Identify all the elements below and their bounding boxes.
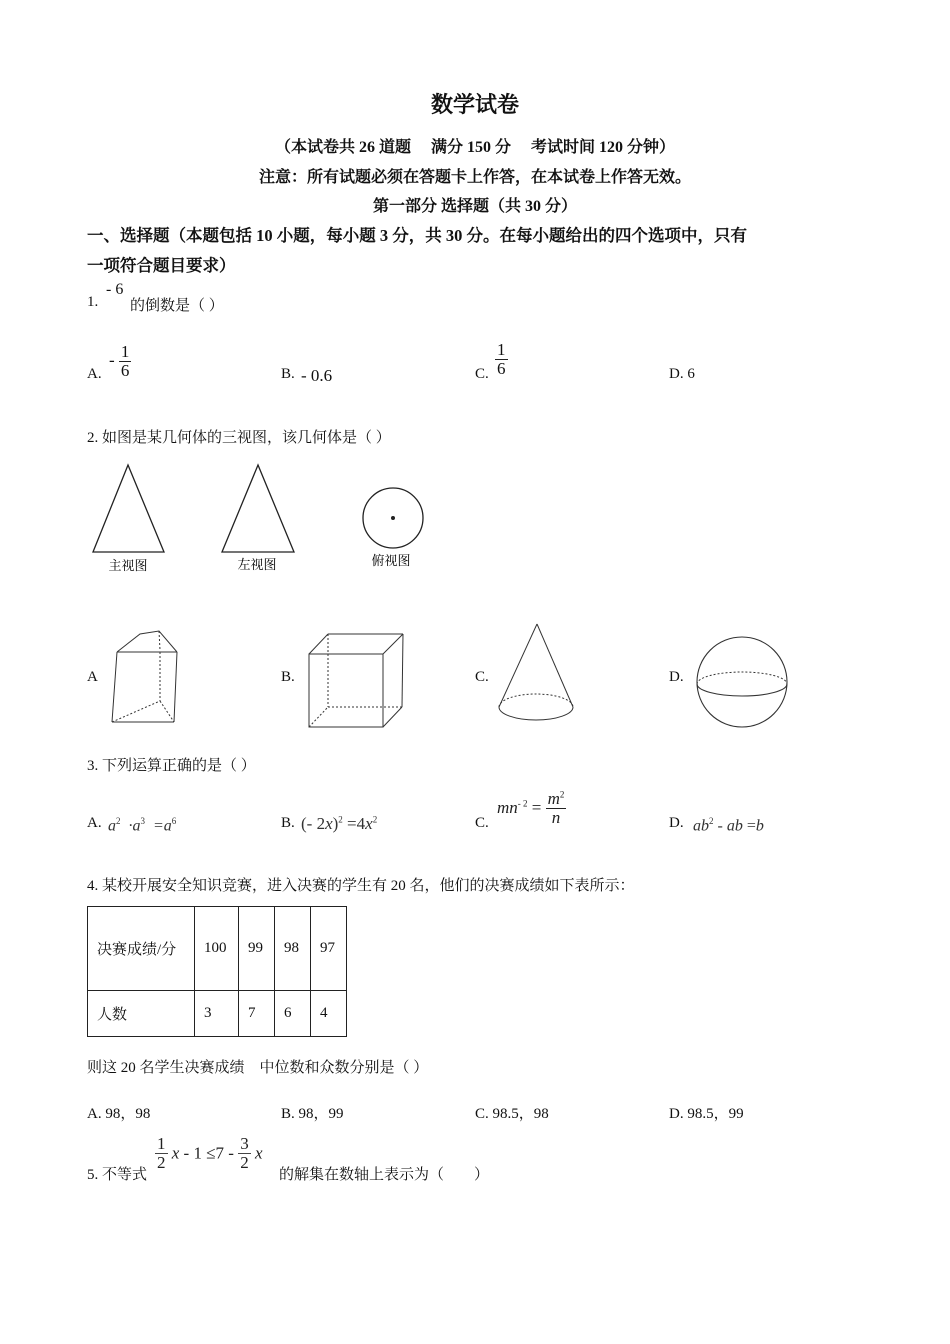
count-cell: 3 [195, 991, 239, 1037]
q3-option-b-label: B. [281, 815, 295, 831]
q3-option-a-label: A. [87, 815, 102, 831]
q1-option-c [495, 341, 508, 378]
score-table [87, 906, 347, 1037]
cube-icon [303, 630, 408, 730]
q2-option-d-label: D. [669, 669, 684, 685]
three-view-figure [88, 460, 448, 580]
q5-inequality: $\frac{1}{2}$ x - 1 ≤7 - $\frac{3}{2}$ x [157, 1134, 263, 1172]
q5-prefix: 5. 不等式 [87, 1167, 148, 1183]
score-cell: 100 [195, 907, 239, 991]
table-row [88, 907, 347, 991]
q1-option-a [109, 343, 131, 380]
front-view-label: 主视图 [108, 559, 148, 574]
q1-a-sign: - [109, 350, 115, 370]
row1-header: 决赛成绩/分 [88, 907, 195, 991]
q1-c-fraction [495, 341, 508, 378]
q5-suffix: 的解集在数轴上表示为（ ） [279, 1167, 490, 1183]
q4-option-b: B. 98，99 [281, 1106, 344, 1122]
front-view-triangle [93, 465, 164, 552]
q3-option-c-label: C. [475, 815, 489, 831]
count-cell: 4 [311, 991, 347, 1037]
side-view-triangle [222, 465, 294, 552]
q1-value: - 6 [106, 281, 124, 298]
q3-option-d-expr: $ab^2$ - ab =b [693, 816, 764, 835]
score-cell: 97 [311, 907, 347, 991]
row2-header: 人数 [88, 991, 195, 1037]
q1-a-fraction [119, 343, 132, 380]
q1-a-numerator: 1 [120, 342, 130, 361]
notice: 注意：所有试题必须在答题卡上作答，在本试卷上作答无效。 [258, 169, 691, 186]
table-row [88, 991, 347, 1037]
q3-option-a-expr: $a^2 \cdot a^3 =a^6$ [108, 816, 177, 835]
q1-text: 的倒数是（ ） [130, 298, 224, 314]
q2-option-c-label: C. [475, 669, 489, 685]
q1-number: 1. [87, 294, 99, 310]
q4-option-a: A. 98，98 [87, 1106, 151, 1122]
exam-info: （本试卷共 26 道题 满分 150 分 考试时间 120 分钟） [274, 139, 675, 156]
q3-option-d-label: D. [669, 815, 684, 831]
part-title: 第一部分 选择题（共 30 分） [372, 198, 577, 215]
q1-option-a-label: A. [87, 366, 102, 382]
count-cell: 6 [275, 991, 311, 1037]
q1-option-b: - 0.6 [301, 366, 333, 385]
q2-option-a-label: A [87, 669, 98, 685]
q3-option-b-expr: (- $2x)^2 =4x^2$ [301, 814, 378, 833]
sphere-icon [693, 633, 793, 733]
side-view-label: 左视图 [237, 558, 277, 573]
q4-text: 4. 某校开展安全知识竞赛，进入决赛的学生有 20 名，他们的决赛成绩如下表所示： [87, 878, 635, 894]
q2-text: 2. 如图是某几何体的三视图，该几何体是（ ） [87, 430, 391, 446]
top-view-label: 俯视图 [371, 554, 411, 569]
q1-option-b-label: B. [281, 366, 295, 382]
q1-c-numerator: 1 [497, 340, 506, 359]
cone-icon [495, 620, 577, 730]
q2-option-b-label: B. [281, 669, 295, 685]
page-title: 数学试卷 [430, 92, 519, 117]
q3-option-c-expr: $mn^{- 2}$ = $\frac{m^2}{n}$ [497, 789, 565, 827]
q1-c-denominator: 6 [497, 358, 506, 378]
q3-c-fraction: $\frac{m^2}{n}$ [547, 789, 565, 827]
q4-question: 则这 20 名学生决赛成绩 中位数和众数分别是（ ） [87, 1060, 429, 1076]
q1-option-c-label: C. [475, 366, 489, 382]
top-view-center-dot [391, 516, 395, 520]
q3-text: 3. 下列运算正确的是（ ） [87, 758, 256, 774]
section-heading-2: 一项符合题目要求） [87, 256, 236, 275]
q1-option-d: D. 6 [669, 366, 695, 382]
prism-icon [105, 625, 185, 725]
score-cell: 98 [275, 907, 311, 991]
score-cell: 99 [239, 907, 275, 991]
q1-a-denominator: 6 [120, 360, 130, 380]
q4-option-c: C. 98.5，98 [475, 1106, 549, 1122]
section-heading-1: 一、选择题（本题包括 10 小题，每小题 3 分，共 30 分。在每小题给出的四个选项中，只有 [87, 226, 747, 245]
count-cell: 7 [239, 991, 275, 1037]
q4-option-d: D. 98.5，99 [669, 1106, 744, 1122]
